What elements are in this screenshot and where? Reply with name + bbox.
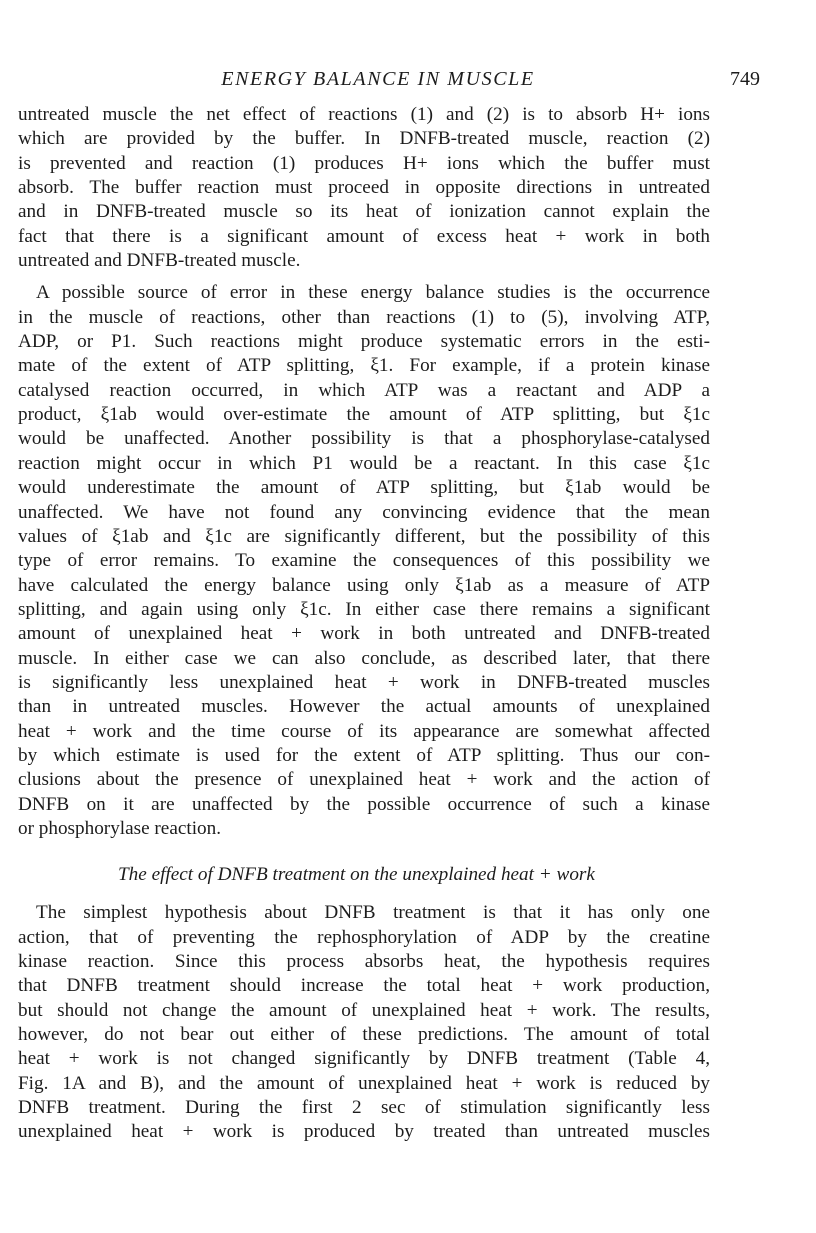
- text-line: absorb. The buffer reaction must proceed in opposite directions in untreated: [18, 177, 710, 199]
- paragraph: [18, 103, 710, 273]
- text-line: unexplained heat + work is produced by treated than untreated muscles: [18, 1121, 710, 1143]
- text-line: kinase reaction. Since this process absorbs heat, the hypothesis requires: [18, 951, 710, 972]
- text-line: untreated muscle the net effect of reactions (1) and (2) is to absorb H+ ions: [18, 104, 710, 125]
- text-line: Fig. 1A and B), and the amount of unexplained heat + work is reduced by: [18, 1072, 710, 1094]
- text-line: unaffected. We have not found any convincing evidence that the mean: [18, 501, 710, 523]
- text-line: heat + work is not changed significantly by DNFB treatment (Table 4,: [18, 1048, 710, 1070]
- text-line: by which estimate is used for the extent of ATP splitting. Thus our con-: [18, 744, 710, 766]
- text-line: reaction might occur in which P1 would be a reactant. In this case ξ1c: [18, 452, 710, 474]
- text-line: heat + work and the time course of its appearance are somewhat affected: [18, 720, 710, 742]
- text-line: would be unaffected. Another possibility is that a phosphorylase-catalysed: [18, 428, 710, 450]
- text-line: but should not change the amount of unexplained heat + work. The results,: [18, 999, 710, 1021]
- text-line: or phosphorylase reaction.: [18, 817, 222, 839]
- paragraph: [18, 281, 710, 841]
- text-line: The simplest hypothesis about DNFB treatment is that it has only one: [36, 902, 710, 924]
- text-line: and in DNFB-treated muscle so its heat of ionization cannot explain the: [18, 201, 710, 223]
- text-line: which are provided by the buffer. In DNFB-treated muscle, reaction (2): [18, 128, 710, 150]
- text-line: is prevented and reaction (1) produces H+ ions which the buffer must: [18, 152, 710, 174]
- text-line: amount of unexplained heat + work in both untreated and DNFB-treated: [18, 623, 710, 645]
- text-line: that DNFB treatment should increase the total heat + work production,: [18, 975, 710, 997]
- text-line: product, ξ1ab would over-estimate the amount of ATP splitting, but ξ1c: [18, 404, 710, 426]
- text-line: however, do not bear out either of these predictions. The amount of total: [18, 1024, 710, 1046]
- text-line: DNFB on it are unaffected by the possible occurrence of such a kinase: [18, 793, 710, 815]
- text-line: values of ξ1ab and ξ1c are significantly different, but the possibility of this: [18, 525, 710, 547]
- text-line: would underestimate the amount of ATP splitting, but ξ1ab would be: [18, 477, 710, 499]
- running-head: [0, 64, 816, 96]
- text-line: action, that of preventing the rephosphorylation of ADP by the creatine: [18, 926, 710, 948]
- section-subheading: The effect of DNFB treatment on the unexplained heat + work: [118, 864, 595, 886]
- text-line: fact that there is a significant amount of excess heat + work in both: [18, 225, 710, 247]
- text-line: clusions about the presence of unexplained heat + work and the action of: [18, 769, 710, 791]
- page-number: 749: [730, 68, 760, 90]
- text-line: have calculated the energy balance using only ξ1ab as a measure of ATP: [18, 574, 710, 596]
- paragraph: [18, 901, 710, 1144]
- article-body: [18, 103, 710, 1145]
- running-title: ENERGY BALANCE IN MUSCLE: [221, 68, 535, 90]
- text-line: DNFB treatment. During the first 2 sec of stimulation significantly less: [18, 1097, 710, 1119]
- text-line: type of error remains. To examine the consequences of this possibility we: [18, 550, 710, 572]
- text-line: than in untreated muscles. However the actual amounts of unexplained: [18, 696, 710, 718]
- text-line: ADP, or P1. Such reactions might produce systematic errors in the esti-: [18, 331, 710, 353]
- text-line: A possible source of error in these energy balance studies is the occurrence: [36, 282, 710, 304]
- text-line: catalysed reaction occurred, in which ATP was a reactant and ADP a: [18, 379, 710, 401]
- text-line: muscle. In either case we can also conclude, as described later, that there: [18, 647, 710, 669]
- text-line: is significantly less unexplained heat + work in DNFB-treated muscles: [18, 671, 710, 693]
- text-line: splitting, and again using only ξ1c. In either case there remains a significant: [18, 598, 710, 620]
- text-line: untreated and DNFB-treated muscle.: [18, 250, 301, 272]
- text-line: in the muscle of reactions, other than reactions (1) to (5), involving ATP,: [18, 306, 710, 328]
- paragraph-gap: [18, 273, 710, 281]
- text-line: mate of the extent of ATP splitting, ξ1. For example, if a protein kinase: [18, 355, 710, 377]
